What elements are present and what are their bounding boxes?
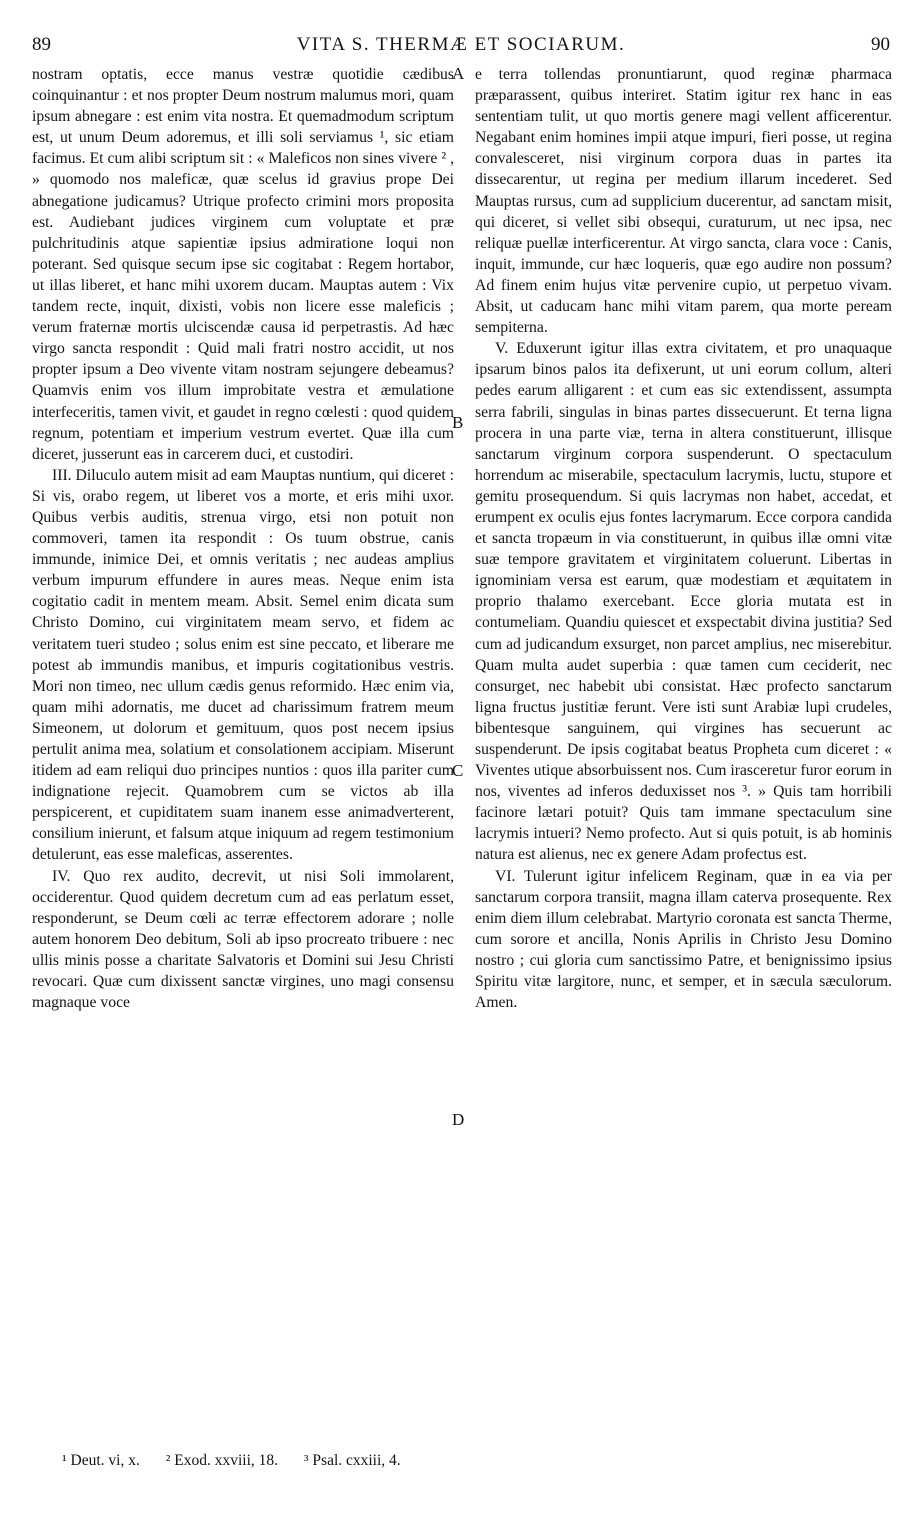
left-paragraph: IV. Quo rex audito, decrevit, ut nisi Soli immolarent, occiderentur. Quod quidem decretum cum ad eas perlatum esset, responderunt, se Deum cœli ac terræ effectorem adorare ; nolle autem honorem Deo debitum, Soli ab ipso procreato tribuere : nec ullis minis posse a charitate Salvatoris et Domini sui Jesu Christi revocari. Quæ cum dixissent sanctæ virgines, uno magi consensu magnaque voce (32, 867, 454, 1012)
footnotes (62, 1452, 762, 1470)
footnote: ¹ Deut. vi, x. (62, 1452, 140, 1469)
side-marker-b: B (452, 413, 464, 432)
side-marker-d: D (452, 1110, 465, 1129)
running-title: VITA S. THERMÆ ET SOCIARUM. (296, 34, 626, 55)
right-paragraph: e terra tollendas pronuntiarunt, quod reginæ pharmaca præparassent, quibus interiret. Statim igitur rex hanc in eas sententiam tulit, ut quo mortis genere magi vellent afficerentur. Negabant enim homines impii atque impuri, fieri posse, ut regina convalesceret, nisi virginum corpora duas in partes ita dissecarentur, ut regina per medium illarum incederet. Sed Mauptas rursus, cum ad supplicium ducerentur, ad sanctam misit, qui diceret, si vellet sibi obsequi, curaturum, ut nec ipsa, nec reliquæ puellæ interficerentur. At virgo sancta, clara voce : Canis, inquit, immunde, cur hæc loqueris, quæ ego audire non possum? Ad finem enim hujus vitæ pervenire cupio, ut perpetuo vivam. Absit, ut caducam hanc mihi vitam parem, qua morte peream sempiterna. (475, 66, 892, 337)
page-number-right: 90 (871, 34, 890, 55)
side-marker-c: C (452, 761, 464, 780)
right-paragraph: V. Eduxerunt igitur illas extra civitatem, et pro unaquaque ipsarum binos palos ita defixerunt, ut uni eorum collum, alteri pedes earum alligarent : et cum eas sic extendissent, assumpta serra fabrili, singulas in binas partes dissecuerunt. Et terna ligna procera in una parte viæ, terna in altera constituerunt, illisque sanctarum virginum corpora suspenderunt. O spectaculum horrendum ac miserabile, spectaculum lacrymis, luctu, stupore et gemitu prosequendum. Si quis lacrymas non habet, accedat, et erumpent ex oculis ejus fontes lacrymarum. Ecce corpora candida et sancta tropæum in via constituerunt, in quibus illæ omni vitæ suæ tempore gravitatem et virginitatem coluerunt. Libertas in ignominiam versa est earum, quæ modestiam et æquitatem in proprio thalamo exercebant. Ecce gloria mutata est in contumeliam. Quandiu quiescet et exspectabit divina justitia? Sed cum ad judicandum exsurget, non parcet amplius, nec miserebitur. Quam multa audet superbia : quæ tamen cum ceciderit, nec consurget, nec habebit ubi consistat. Hæc profecto sanctarum ligna fructus justitiæ ferunt. Vere isti sunt Arabiæ lupi crudeles, bibentesque sanguinem, qui virgines has secuerunt ac suspenderunt. De ipsis cogitabat beatus Propheta cum diceret : « Viventes utique absorbuissent nos. Cum irasceretur furor eorum in nos, viventes ad inferos deduxisset nos ³. » Quis tam horribili facinore lætari potuit? Quis tam immane spectaculum sine lacrymis intueri? Nemo profecto. Aut si quis potuit, is ab hominis natura est alienus, nec ex genere Adam profectus est. (475, 340, 892, 864)
left-column (32, 64, 454, 1013)
side-marker-a: A (452, 64, 465, 83)
page-header (32, 34, 890, 58)
right-paragraph: VI. Tulerunt igitur infelicem Reginam, quæ in ea via per sanctarum corpora transiit, magna illam caterva prosequente. Rex enim diem illum celebrabat. Martyrio coronata est sancta Therme, cum sorore et ancilla, Nonis Aprilis in Christo Jesu Domino nostro ; cui gloria cum sanctissimo Patre, et benignissimo ipsius Spiritu vitæ largitore, nunc, et semper, et in sæcula sæculorum. Amen. (475, 867, 892, 1012)
footnote: ² Exod. xxviii, 18. (165, 1452, 279, 1469)
right-column (475, 64, 892, 1013)
footnote: ³ Psal. cxxiii, 4. (303, 1452, 401, 1469)
page-number-left: 89 (32, 34, 51, 55)
left-paragraph: nostram optatis, ecce manus vestræ quotidie cædibus coinquinantur : et nos propter Deum nostrum malumus mori, quam ipsum abnegare : est enim vita nostra. Et quemadmodum scriptum est, ut unum Deum adoremus, et illi soli serviamus ¹, sic etiam facimus. Et cum alibi scriptum sit : « Maleficos non sines vivere ² , » quomodo nos maleficæ, quæ scelus id gravius prope Dei abnegatione judicamus? Utrique profecto crimini mors proposita est. Audiebant judices virginem cum voluptate et præ pulchritudinis atque sapientiæ ipsius admiratione loqui non poterant. Sed quisque secum ipse sic cogitabat : Regem hortabor, ut illas liberet, et hanc mihi uxorem ducam. Mauptas autem : Vix tandem recte, inquit, dixisti, vobis non licere esse maleficis ; verum fraternæ mortis ulciscendæ causa id perpetrastis. Ad hæc virgo sancta respondit : Quid mali fratri nostro accidit, ut nos propter ipsum a Deo vivente vitam nostram sejungere debeamus? Quamvis enim vos illum improbitate vestra et æmulatione interfeceritis, tamen vivit, et gaudet in regno cœlesti : quod quidem regnum, potentiam et imperium vestrum evertet. Quæ illa cum diceret, jusserunt eas in carcerem duci, et custodiri. (32, 66, 454, 463)
left-paragraph: III. Diluculo autem misit ad eam Mauptas nuntium, qui diceret : Si vis, orabo regem, ut liberet vos a morte, et eris mihi uxor. Quibus verbis auditis, strenua virgo, etsi non potuit non commoveri, tamen ita respondit : Os tuum obstrue, canis immunde, inimice Dei, et omnis veritatis ; nec audeas amplius verbum impurum effundere in aures meas. Neque enim ista cogitatio cadit in mentem meam. Absit. Semel enim dicata sum Christo Domino, cui virginitatem meam servo, et fidem ac veritatem tueri studeo ; solus enim est sine peccato, et liberare me potest ab immundis manibus, et impuris cogitationibus vestris. Mori non timeo, nec ullum cædis genus reformido. Hæc enim via, quam mihi adornatis, me ducet ad charissimum fratrem meum Simeonem, ut dolorum et gemituum, quos post necem ipsius pertulit anima mea, solatium et consolationem accipiam. Miserunt itidem ad eam reliqui duo principes nuntios : quos illa pariter cum indignatione rejecit. Quamobrem cum se victos ab illa perspicerent, et cupiditatem suam inanem esse animadverterent, consilium inierunt, et falsum atque iniquum ad regem testimonium detulerunt, eas esse maleficas, asserentes. (32, 466, 454, 864)
